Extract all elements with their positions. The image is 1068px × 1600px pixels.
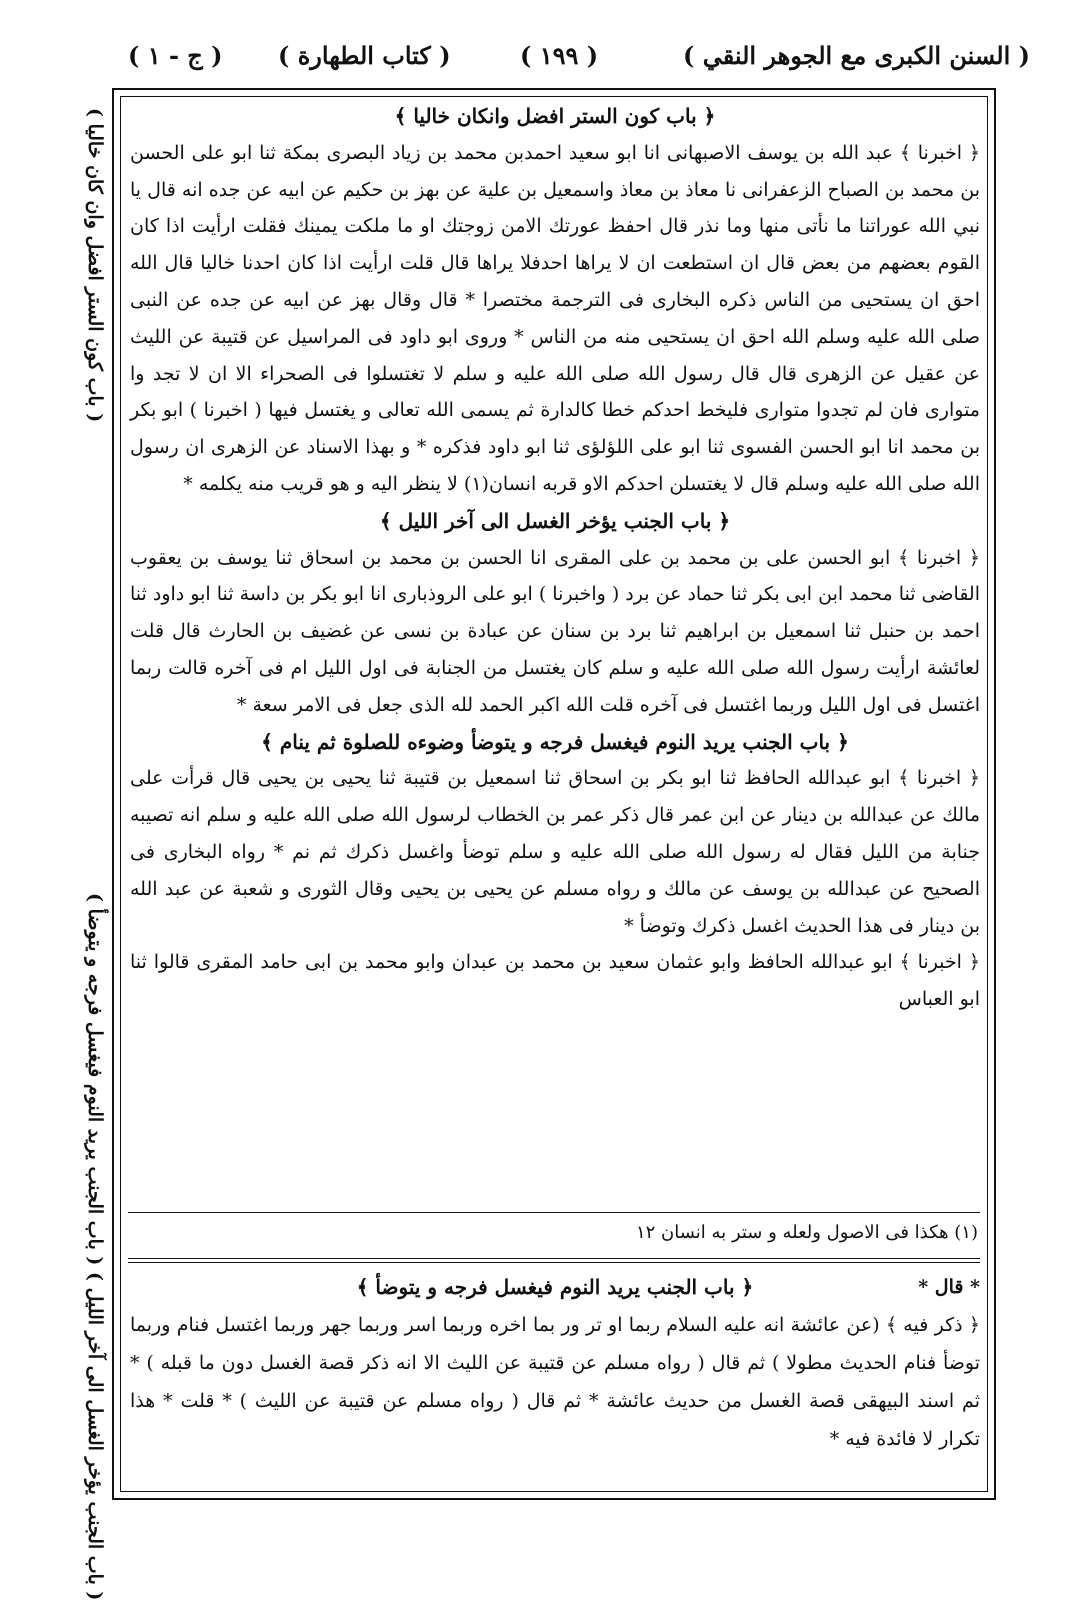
text-frame bbox=[112, 88, 996, 1500]
volume-number: ( ج - ١ ) bbox=[128, 41, 223, 70]
hadith-paragraph: ﴿ اخبرنا ﴾ ابو الحسن على بن محمد بن على المقرى انا الحسن بن محمد بن اسحاق ثنا يوسف بن يعقوب القاضى ثنا محمد ابن ابى بكر ثنا حماد عن برد ( واخبرنا ) ابو على الروذبارى انا ابو بكر بن داسة ثنا ابو داود ثنا احمد بن حنبل ثنا اسمعيل بن ابراهيم ثنا برد بن سنان عن عبادة بن نسى عن غضيف بن الحارث قال قلت لعائشة ارأيت رسول الله صلى الله عليه و سلم كان يغتسل من الجنابة فى اول الليل ام فى آخره قالت ربما اغتسل فى اول الليل وربما اغتسل فى آخره قلت الله اكبر الحمد لله الذى جعل فى الامر سعة * bbox=[130, 546, 980, 716]
commentary bbox=[130, 1268, 980, 1458]
qal-marker: * قال * bbox=[918, 1276, 980, 1298]
commentary-divider bbox=[128, 1262, 980, 1263]
commentary-text: ﴿ ذكر فيه ﴾ (عن عائشة انه عليه السلام ربما او تر ور بما اخره وربما اسر وربما جهر وربما اغتسل فنام وربما توضأ فنام الحديث مطولا ) ثم قال ( رواه مسلم عن قتيبة عن الليث الا انه ذكر قصة الغسل دون ما قبله ) * ثم اسند البيهقى قصة الغسل من حديث عائشة * ثم قال ( رواه مسلم عن قتيبة عن الليث ) * قلت * هذا تكرار لا فائدة فيه * bbox=[130, 1314, 980, 1450]
hadith-paragraph: ﴿ اخبرنا ﴾ عبد الله بن يوسف الاصبهانى انا ابو سعيد احمدبن محمد بن زياد البصرى بمكة ثنا ابو على الحسن بن محمد بن الصباح الزعفرانى نا معاذ بن معاذ واسمعيل بن علية عن بهز بن حكيم عن ابيه عن جده انه قال يا نبي الله عوراتنا ما نأتى منها وما نذر قال احفظ عورتك الامن زوجتك او ما ملكت يمينك فقلت ارأيت اذا كان القوم بعضهم من بعض قال ان استطعت ان لا يراها احدفلا يراها قال قلت ارأيت اذا كان احدنا خاليا قال الله احق ان يستحيى من الناس ذكره البخارى فى الترجمة مختصرا * قال وقال بهز عن ابيه عن جده عن النبى صلى الله عليه وسلم الله احق ان يستحيى منه من الناس * وروى ابو داود فى المراسيل عن قتيبة عن الليث عن عقيل عن الزهرى قال قال رسول الله صلى الله عليه و سلم لا تغتسلوا فى الصحراء الا ان لا تجد وا متوارى فان لم تجدوا متوارى فليخط احدكم خطا كالدارة ثم يسمى الله تعالى و يغتسل فيها ( اخبرنا ) ابو بكر بن محمد انا ابو الحسن الفسوى ثنا ابو على اللؤلؤى ثنا ابو داود فذكره * و بهذا الاسناد عن الزهرى ان رسول الله صلى الله عليه وسلم قال لا يغتسلن احدكم الاو قربه انسان(١) لا ينظر اليه و هو قريب منه يكلمه * bbox=[130, 141, 981, 495]
hadith-paragraph: ﴿ اخبرنا ﴾ ابو عبدالله الحافظ ثنا ابو بكر بن اسحاق ثنا اسمعيل بن قتيبة ثنا يحيى بن يحيى قال قرأت على مالك عن عبدالله بن دينار عن ابن عمر قال ذكر عمر بن الخطاب لرسول الله صلى الله عليه و سلم انه تصيبه جنابة من الليل فقال له رسول الله صلى الله عليه و سلم توضأ واغسل ذكرك ثم نم * رواه البخارى فى الصحيح عن عبدالله بن يوسف عن مالك و رواه مسلم عن يحيى بن يحيى وقال الثورى و شعبة عن عبد الله بن دينار فى هذا الحديث اغسل ذكرك وتوضأ * bbox=[130, 767, 981, 937]
kitab-title: ( كتاب الطهارة ) bbox=[278, 41, 451, 70]
chapter-title: ﴿ باب كون الستر افضل وانكان خاليا ﴾ bbox=[394, 104, 716, 128]
footnote-divider bbox=[128, 1212, 980, 1213]
book-title: ( السنن الكبرى مع الجوهر النقي ) bbox=[682, 41, 1030, 70]
chapter-title: ﴿ باب الجنب يؤخر الغسل الى آخر الليل ﴾ bbox=[379, 508, 731, 533]
commentary-title: ﴿ باب الجنب يريد النوم فيغسل فرجه و يتوضأ ﴾ bbox=[356, 1275, 754, 1299]
margin-note: ( باب كون الستر افضل وان كان خاليا ) bbox=[84, 107, 106, 422]
footnote: (١) هكذا فى الاصول ولعله و ستر به انسان ١٢ bbox=[635, 1222, 978, 1243]
chapter-title: ﴿ باب الجنب يريد النوم فيغسل فرجه و يتوضأ وضوءه للصلوة ثم ينام ﴾ bbox=[261, 729, 849, 754]
page-number: ( ١٩٩ ) bbox=[520, 41, 599, 70]
main-text bbox=[130, 98, 980, 1018]
hadith-paragraph: ﴿ اخبرنا ﴾ ابو عبدالله الحافظ وابو عثمان سعيد بن محمد بن عبدان وابو محمد بن ابى حامد المقرى قالوا ثنا ابو العباس bbox=[130, 951, 980, 1011]
commentary-divider bbox=[128, 1258, 980, 1259]
margin-note: ( باب الجنب يؤخر الغسل الى آخر الليل ) ( باب الجنب يريد النوم فيغسل فرجه و يتوضأ ) bbox=[84, 892, 106, 1600]
